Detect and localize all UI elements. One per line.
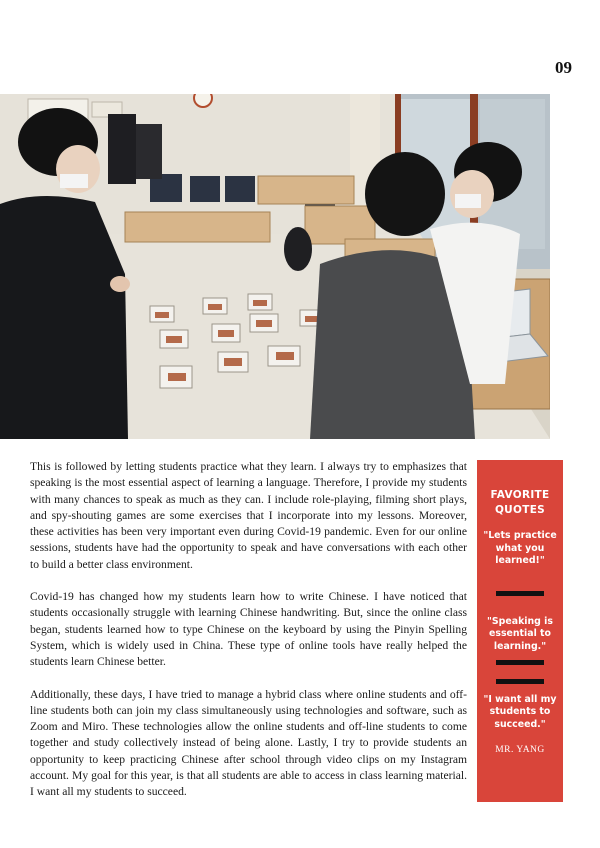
paragraph-3: Additionally, these days, I have tried to manage a hybrid class where online students and off-line students both can join my class simultaneously using technologies and software, such as Zoom and Miro. These technologies allow the online students and off-line students to come together and study collectively instead of being alone. Lastly, I try to provide students an opportunity to keep practicing Chinese after school through video clips on my Instagram account. My goal for this year, is that all students are able to access in class learning material. I want all my students to succeed.: [30, 687, 467, 799]
quote-divider-3: [496, 679, 544, 684]
favorite-quotes-sidebar: [477, 460, 563, 802]
quote-2: "Speaking is essential to learning.": [487, 615, 553, 652]
classroom-photo-illustration: [0, 94, 550, 439]
paragraph-2: Covid-19 has changed how my students learn how to write Chinese. I have noticed that students occasionally struggle with learning Chinese handwriting. But, since the online class began, students learned how to type Chinese on the keyboard by using the Pinyin Spelling System, which is widely used in China. These type of online tools have really helped the students learn Chinese better.: [30, 590, 467, 669]
quote-1: "Lets practice what you learned!": [483, 530, 557, 567]
sidebar-title-line1: FAVORITE: [490, 489, 550, 501]
sidebar-title-line2: QUOTES: [494, 504, 546, 516]
classroom-photo: [0, 94, 550, 439]
quote-divider-2: [496, 660, 544, 665]
quote-divider-1: [496, 591, 544, 596]
quote-3: "I want all my students to succeed.": [483, 693, 557, 730]
article-body: [30, 459, 467, 817]
paragraph-1: This is followed by letting students practice what they learn. I always try to emphasizes that speaking is the most essential aspect of learning a language. Therefore, I provide my students with many chances to speak as much as they can. I include role-playing, filming short plays, and spy-shouting games are some exercises that I incorporate into my lessons. Moreover, these activities has been very important even during Covid-19 pandemic. Even for our online sessions, students have had the opportunity to speak and have conversations with each other to build a better class environment.: [30, 460, 467, 571]
quote-signature: MR. YANG: [495, 745, 545, 756]
page-number: 09: [555, 58, 572, 77]
sidebar-title: [477, 488, 563, 518]
